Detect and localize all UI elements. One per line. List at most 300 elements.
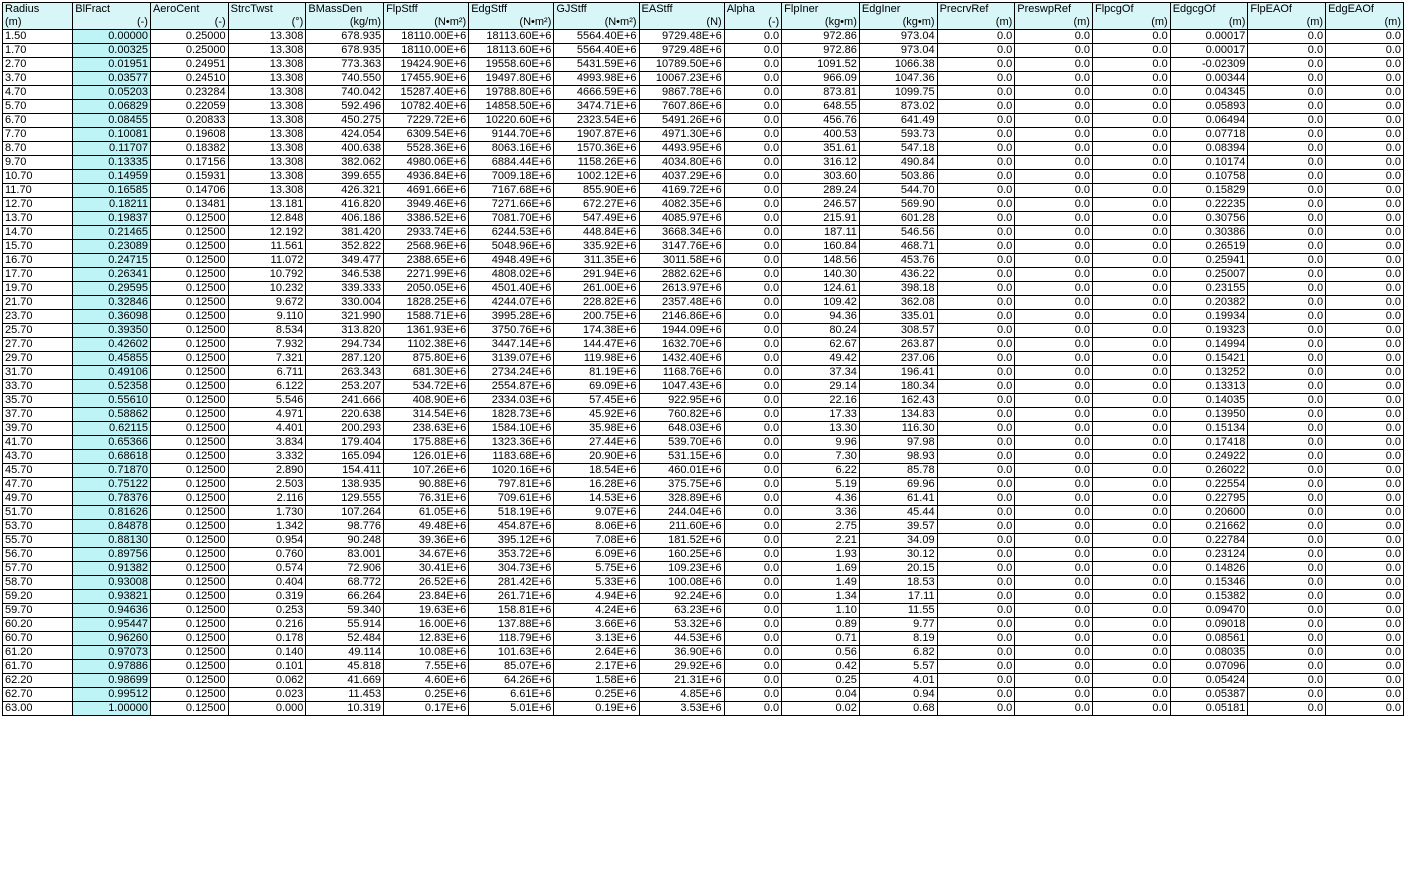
cell-flpcgof[interactable]: 0.0 bbox=[1092, 44, 1170, 58]
cell-blfract[interactable]: 0.88130 bbox=[73, 534, 151, 548]
cell-preswpref[interactable]: 0.0 bbox=[1015, 618, 1093, 632]
cell-flpstff[interactable]: 107.26E+6 bbox=[384, 464, 469, 478]
cell-flpiner[interactable]: 62.67 bbox=[782, 338, 860, 352]
cell-flpeaof[interactable]: 0.0 bbox=[1248, 576, 1326, 590]
cell-edgeaof[interactable]: 0.0 bbox=[1326, 478, 1404, 492]
cell-flpcgof[interactable]: 0.0 bbox=[1092, 296, 1170, 310]
cell-edginer[interactable]: 30.12 bbox=[859, 548, 937, 562]
cell-blfract[interactable]: 0.52358 bbox=[73, 380, 151, 394]
cell-bmassden[interactable]: 253.207 bbox=[306, 380, 384, 394]
cell-alpha[interactable]: 0.0 bbox=[724, 142, 781, 156]
cell-edgcgof[interactable]: 0.30386 bbox=[1170, 226, 1248, 240]
cell-preswpref[interactable]: 0.0 bbox=[1015, 282, 1093, 296]
cell-flpeaof[interactable]: 0.0 bbox=[1248, 156, 1326, 170]
cell-flpstff[interactable]: 39.36E+6 bbox=[384, 534, 469, 548]
cell-blfract[interactable]: 0.58862 bbox=[73, 408, 151, 422]
cell-preswpref[interactable]: 0.0 bbox=[1015, 450, 1093, 464]
cell-precrvref[interactable]: 0.0 bbox=[937, 128, 1015, 142]
cell-aerocent[interactable]: 0.12500 bbox=[150, 296, 228, 310]
cell-edginer[interactable]: 593.73 bbox=[859, 128, 937, 142]
cell-bmassden[interactable]: 45.818 bbox=[306, 660, 384, 674]
cell-preswpref[interactable]: 0.0 bbox=[1015, 254, 1093, 268]
cell-bmassden[interactable]: 678.935 bbox=[306, 44, 384, 58]
cell-preswpref[interactable]: 0.0 bbox=[1015, 660, 1093, 674]
cell-flpiner[interactable]: 37.34 bbox=[782, 366, 860, 380]
cell-bmassden[interactable]: 321.990 bbox=[306, 310, 384, 324]
cell-flpiner[interactable]: 0.89 bbox=[782, 618, 860, 632]
cell-edgeaof[interactable]: 0.0 bbox=[1326, 688, 1404, 702]
cell-radius[interactable]: 13.70 bbox=[3, 212, 73, 226]
cell-edgstff[interactable]: 2334.03E+6 bbox=[469, 394, 554, 408]
cell-eastff[interactable]: 10067.23E+6 bbox=[639, 72, 724, 86]
cell-aerocent[interactable]: 0.12500 bbox=[150, 310, 228, 324]
cell-edgcgof[interactable]: 0.14994 bbox=[1170, 338, 1248, 352]
cell-edginer[interactable]: 97.98 bbox=[859, 436, 937, 450]
cell-radius[interactable]: 1.50 bbox=[3, 30, 73, 44]
cell-edginer[interactable]: 973.04 bbox=[859, 30, 937, 44]
cell-edgeaof[interactable]: 0.0 bbox=[1326, 548, 1404, 562]
cell-strctwst[interactable]: 13.308 bbox=[228, 114, 306, 128]
cell-gjstff[interactable]: 200.75E+6 bbox=[554, 310, 639, 324]
cell-radius[interactable]: 59.70 bbox=[3, 604, 73, 618]
cell-alpha[interactable]: 0.0 bbox=[724, 534, 781, 548]
cell-flpstff[interactable]: 4.60E+6 bbox=[384, 674, 469, 688]
cell-edgstff[interactable]: 118.79E+6 bbox=[469, 632, 554, 646]
cell-blfract[interactable]: 0.97073 bbox=[73, 646, 151, 660]
cell-radius[interactable]: 11.70 bbox=[3, 184, 73, 198]
cell-strctwst[interactable]: 13.308 bbox=[228, 170, 306, 184]
cell-flpeaof[interactable]: 0.0 bbox=[1248, 702, 1326, 716]
cell-strctwst[interactable]: 13.308 bbox=[228, 100, 306, 114]
cell-precrvref[interactable]: 0.0 bbox=[937, 58, 1015, 72]
cell-strctwst[interactable]: 0.319 bbox=[228, 590, 306, 604]
cell-alpha[interactable]: 0.0 bbox=[724, 632, 781, 646]
cell-radius[interactable]: 10.70 bbox=[3, 170, 73, 184]
cell-edginer[interactable]: 98.93 bbox=[859, 450, 937, 464]
cell-flpcgof[interactable]: 0.0 bbox=[1092, 492, 1170, 506]
cell-flpstff[interactable]: 6309.54E+6 bbox=[384, 128, 469, 142]
cell-flpstff[interactable]: 10.08E+6 bbox=[384, 646, 469, 660]
cell-bmassden[interactable]: 352.822 bbox=[306, 240, 384, 254]
cell-edginer[interactable]: 398.18 bbox=[859, 282, 937, 296]
cell-strctwst[interactable]: 0.760 bbox=[228, 548, 306, 562]
cell-bmassden[interactable]: 416.820 bbox=[306, 198, 384, 212]
cell-bmassden[interactable]: 381.420 bbox=[306, 226, 384, 240]
cell-flpcgof[interactable]: 0.0 bbox=[1092, 534, 1170, 548]
cell-flpstff[interactable]: 34.67E+6 bbox=[384, 548, 469, 562]
cell-strctwst[interactable]: 9.110 bbox=[228, 310, 306, 324]
cell-edginer[interactable]: 546.56 bbox=[859, 226, 937, 240]
cell-strctwst[interactable]: 13.308 bbox=[228, 184, 306, 198]
column-header-bmassden[interactable]: BMassDen bbox=[306, 3, 384, 17]
cell-eastff[interactable]: 3668.34E+6 bbox=[639, 226, 724, 240]
cell-flpcgof[interactable]: 0.0 bbox=[1092, 660, 1170, 674]
cell-eastff[interactable]: 21.31E+6 bbox=[639, 674, 724, 688]
cell-aerocent[interactable]: 0.12500 bbox=[150, 394, 228, 408]
cell-edgstff[interactable]: 19558.60E+6 bbox=[469, 58, 554, 72]
cell-precrvref[interactable]: 0.0 bbox=[937, 44, 1015, 58]
cell-radius[interactable]: 35.70 bbox=[3, 394, 73, 408]
cell-edgcgof[interactable]: 0.08394 bbox=[1170, 142, 1248, 156]
cell-edgcgof[interactable]: 0.15382 bbox=[1170, 590, 1248, 604]
cell-flpiner[interactable]: 1.69 bbox=[782, 562, 860, 576]
cell-edgeaof[interactable]: 0.0 bbox=[1326, 436, 1404, 450]
cell-eastff[interactable]: 2882.62E+6 bbox=[639, 268, 724, 282]
cell-edgcgof[interactable]: 0.25941 bbox=[1170, 254, 1248, 268]
cell-alpha[interactable]: 0.0 bbox=[724, 72, 781, 86]
cell-flpiner[interactable]: 0.71 bbox=[782, 632, 860, 646]
cell-preswpref[interactable]: 0.0 bbox=[1015, 170, 1093, 184]
cell-edgstff[interactable]: 18113.60E+6 bbox=[469, 30, 554, 44]
cell-strctwst[interactable]: 11.561 bbox=[228, 240, 306, 254]
cell-aerocent[interactable]: 0.12500 bbox=[150, 604, 228, 618]
cell-preswpref[interactable]: 0.0 bbox=[1015, 702, 1093, 716]
cell-aerocent[interactable]: 0.12500 bbox=[150, 660, 228, 674]
cell-radius[interactable]: 47.70 bbox=[3, 478, 73, 492]
cell-flpstff[interactable]: 16.00E+6 bbox=[384, 618, 469, 632]
cell-flpcgof[interactable]: 0.0 bbox=[1092, 422, 1170, 436]
cell-flpstff[interactable]: 2050.05E+6 bbox=[384, 282, 469, 296]
cell-flpiner[interactable]: 17.33 bbox=[782, 408, 860, 422]
cell-bmassden[interactable]: 98.776 bbox=[306, 520, 384, 534]
cell-flpstff[interactable]: 1588.71E+6 bbox=[384, 310, 469, 324]
cell-edginer[interactable]: 61.41 bbox=[859, 492, 937, 506]
cell-edgeaof[interactable]: 0.0 bbox=[1326, 296, 1404, 310]
cell-blfract[interactable]: 0.62115 bbox=[73, 422, 151, 436]
cell-flpeaof[interactable]: 0.0 bbox=[1248, 674, 1326, 688]
column-header-precrvref[interactable]: PrecrvRef bbox=[937, 3, 1015, 17]
cell-alpha[interactable]: 0.0 bbox=[724, 604, 781, 618]
cell-radius[interactable]: 63.00 bbox=[3, 702, 73, 716]
cell-flpstff[interactable]: 2271.99E+6 bbox=[384, 268, 469, 282]
cell-aerocent[interactable]: 0.12500 bbox=[150, 534, 228, 548]
cell-alpha[interactable]: 0.0 bbox=[724, 226, 781, 240]
cell-blfract[interactable]: 0.96260 bbox=[73, 632, 151, 646]
cell-edgstff[interactable]: 709.61E+6 bbox=[469, 492, 554, 506]
cell-preswpref[interactable]: 0.0 bbox=[1015, 114, 1093, 128]
cell-edgcgof[interactable]: 0.20600 bbox=[1170, 506, 1248, 520]
cell-alpha[interactable]: 0.0 bbox=[724, 366, 781, 380]
cell-blfract[interactable]: 0.78376 bbox=[73, 492, 151, 506]
cell-flpcgof[interactable]: 0.0 bbox=[1092, 464, 1170, 478]
cell-flpstff[interactable]: 3949.46E+6 bbox=[384, 198, 469, 212]
cell-eastff[interactable]: 3.53E+6 bbox=[639, 702, 724, 716]
cell-alpha[interactable]: 0.0 bbox=[724, 240, 781, 254]
cell-precrvref[interactable]: 0.0 bbox=[937, 198, 1015, 212]
cell-alpha[interactable]: 0.0 bbox=[724, 702, 781, 716]
cell-flpcgof[interactable]: 0.0 bbox=[1092, 674, 1170, 688]
cell-precrvref[interactable]: 0.0 bbox=[937, 520, 1015, 534]
cell-flpeaof[interactable]: 0.0 bbox=[1248, 506, 1326, 520]
cell-flpiner[interactable]: 3.36 bbox=[782, 506, 860, 520]
cell-gjstff[interactable]: 855.90E+6 bbox=[554, 184, 639, 198]
cell-edgstff[interactable]: 1828.73E+6 bbox=[469, 408, 554, 422]
cell-edgeaof[interactable]: 0.0 bbox=[1326, 170, 1404, 184]
cell-blfract[interactable]: 0.94636 bbox=[73, 604, 151, 618]
cell-flpiner[interactable]: 109.42 bbox=[782, 296, 860, 310]
cell-gjstff[interactable]: 448.84E+6 bbox=[554, 226, 639, 240]
cell-preswpref[interactable]: 0.0 bbox=[1015, 240, 1093, 254]
cell-flpeaof[interactable]: 0.0 bbox=[1248, 548, 1326, 562]
cell-radius[interactable]: 17.70 bbox=[3, 268, 73, 282]
cell-bmassden[interactable]: 294.734 bbox=[306, 338, 384, 352]
cell-gjstff[interactable]: 4666.59E+6 bbox=[554, 86, 639, 100]
cell-preswpref[interactable]: 0.0 bbox=[1015, 380, 1093, 394]
cell-blfract[interactable]: 0.32846 bbox=[73, 296, 151, 310]
cell-edgeaof[interactable]: 0.0 bbox=[1326, 268, 1404, 282]
cell-flpiner[interactable]: 0.04 bbox=[782, 688, 860, 702]
cell-preswpref[interactable]: 0.0 bbox=[1015, 576, 1093, 590]
cell-flpcgof[interactable]: 0.0 bbox=[1092, 156, 1170, 170]
cell-strctwst[interactable]: 0.253 bbox=[228, 604, 306, 618]
column-header-edgcgof[interactable]: EdgcgOf bbox=[1170, 3, 1248, 17]
cell-bmassden[interactable]: 68.772 bbox=[306, 576, 384, 590]
cell-radius[interactable]: 21.70 bbox=[3, 296, 73, 310]
cell-edgeaof[interactable]: 0.0 bbox=[1326, 86, 1404, 100]
cell-radius[interactable]: 49.70 bbox=[3, 492, 73, 506]
cell-flpcgof[interactable]: 0.0 bbox=[1092, 226, 1170, 240]
cell-eastff[interactable]: 539.70E+6 bbox=[639, 436, 724, 450]
cell-edgstff[interactable]: 7167.68E+6 bbox=[469, 184, 554, 198]
cell-precrvref[interactable]: 0.0 bbox=[937, 562, 1015, 576]
cell-flpeaof[interactable]: 0.0 bbox=[1248, 44, 1326, 58]
cell-flpcgof[interactable]: 0.0 bbox=[1092, 618, 1170, 632]
cell-bmassden[interactable]: 10.319 bbox=[306, 702, 384, 716]
cell-flpstff[interactable]: 2568.96E+6 bbox=[384, 240, 469, 254]
cell-edgstff[interactable]: 2734.24E+6 bbox=[469, 366, 554, 380]
cell-flpeaof[interactable]: 0.0 bbox=[1248, 352, 1326, 366]
cell-edgcgof[interactable]: 0.23155 bbox=[1170, 282, 1248, 296]
cell-flpcgof[interactable]: 0.0 bbox=[1092, 30, 1170, 44]
cell-edgcgof[interactable]: 0.26519 bbox=[1170, 240, 1248, 254]
cell-eastff[interactable]: 9729.48E+6 bbox=[639, 44, 724, 58]
cell-edgeaof[interactable]: 0.0 bbox=[1326, 520, 1404, 534]
cell-edgstff[interactable]: 6.61E+6 bbox=[469, 688, 554, 702]
cell-bmassden[interactable]: 346.538 bbox=[306, 268, 384, 282]
cell-precrvref[interactable]: 0.0 bbox=[937, 604, 1015, 618]
cell-edginer[interactable]: 8.19 bbox=[859, 632, 937, 646]
cell-flpcgof[interactable]: 0.0 bbox=[1092, 478, 1170, 492]
cell-edgeaof[interactable]: 0.0 bbox=[1326, 352, 1404, 366]
cell-edgcgof[interactable]: 0.04345 bbox=[1170, 86, 1248, 100]
cell-flpiner[interactable]: 80.24 bbox=[782, 324, 860, 338]
cell-bmassden[interactable]: 330.004 bbox=[306, 296, 384, 310]
cell-edginer[interactable]: 39.57 bbox=[859, 520, 937, 534]
cell-flpcgof[interactable]: 0.0 bbox=[1092, 100, 1170, 114]
cell-preswpref[interactable]: 0.0 bbox=[1015, 478, 1093, 492]
cell-edgstff[interactable]: 7009.18E+6 bbox=[469, 170, 554, 184]
cell-flpcgof[interactable]: 0.0 bbox=[1092, 338, 1170, 352]
cell-flpeaof[interactable]: 0.0 bbox=[1248, 660, 1326, 674]
cell-precrvref[interactable]: 0.0 bbox=[937, 394, 1015, 408]
cell-flpiner[interactable]: 94.36 bbox=[782, 310, 860, 324]
cell-gjstff[interactable]: 0.19E+6 bbox=[554, 702, 639, 716]
cell-eastff[interactable]: 4971.30E+6 bbox=[639, 128, 724, 142]
cell-edgcgof[interactable]: 0.05424 bbox=[1170, 674, 1248, 688]
cell-precrvref[interactable]: 0.0 bbox=[937, 422, 1015, 436]
cell-flpeaof[interactable]: 0.0 bbox=[1248, 212, 1326, 226]
cell-gjstff[interactable]: 547.49E+6 bbox=[554, 212, 639, 226]
cell-edgcgof[interactable]: 0.15346 bbox=[1170, 576, 1248, 590]
column-header-aerocent[interactable]: AeroCent bbox=[150, 3, 228, 17]
cell-flpstff[interactable]: 2933.74E+6 bbox=[384, 226, 469, 240]
cell-flpiner[interactable]: 148.56 bbox=[782, 254, 860, 268]
cell-edgcgof[interactable]: 0.21662 bbox=[1170, 520, 1248, 534]
column-header-blfract[interactable]: BlFract bbox=[73, 3, 151, 17]
cell-precrvref[interactable]: 0.0 bbox=[937, 268, 1015, 282]
cell-edginer[interactable]: 490.84 bbox=[859, 156, 937, 170]
cell-edgstff[interactable]: 64.26E+6 bbox=[469, 674, 554, 688]
cell-precrvref[interactable]: 0.0 bbox=[937, 436, 1015, 450]
cell-bmassden[interactable]: 400.638 bbox=[306, 142, 384, 156]
cell-edginer[interactable]: 20.15 bbox=[859, 562, 937, 576]
cell-radius[interactable]: 55.70 bbox=[3, 534, 73, 548]
cell-blfract[interactable]: 0.45855 bbox=[73, 352, 151, 366]
cell-precrvref[interactable]: 0.0 bbox=[937, 184, 1015, 198]
cell-gjstff[interactable]: 2.64E+6 bbox=[554, 646, 639, 660]
cell-edginer[interactable]: 196.41 bbox=[859, 366, 937, 380]
cell-eastff[interactable]: 7607.86E+6 bbox=[639, 100, 724, 114]
cell-radius[interactable]: 45.70 bbox=[3, 464, 73, 478]
cell-bmassden[interactable]: 165.094 bbox=[306, 450, 384, 464]
cell-radius[interactable]: 37.70 bbox=[3, 408, 73, 422]
cell-radius[interactable]: 8.70 bbox=[3, 142, 73, 156]
cell-strctwst[interactable]: 11.072 bbox=[228, 254, 306, 268]
cell-flpcgof[interactable]: 0.0 bbox=[1092, 688, 1170, 702]
cell-flpiner[interactable]: 0.42 bbox=[782, 660, 860, 674]
cell-bmassden[interactable]: 200.293 bbox=[306, 422, 384, 436]
cell-preswpref[interactable]: 0.0 bbox=[1015, 226, 1093, 240]
cell-eastff[interactable]: 2613.97E+6 bbox=[639, 282, 724, 296]
cell-edgeaof[interactable]: 0.0 bbox=[1326, 646, 1404, 660]
cell-precrvref[interactable]: 0.0 bbox=[937, 646, 1015, 660]
cell-edgcgof[interactable]: 0.23124 bbox=[1170, 548, 1248, 562]
cell-alpha[interactable]: 0.0 bbox=[724, 184, 781, 198]
cell-precrvref[interactable]: 0.0 bbox=[937, 380, 1015, 394]
cell-preswpref[interactable]: 0.0 bbox=[1015, 72, 1093, 86]
cell-preswpref[interactable]: 0.0 bbox=[1015, 100, 1093, 114]
cell-strctwst[interactable]: 7.321 bbox=[228, 352, 306, 366]
cell-alpha[interactable]: 0.0 bbox=[724, 464, 781, 478]
cell-flpeaof[interactable]: 0.0 bbox=[1248, 520, 1326, 534]
cell-strctwst[interactable]: 1.730 bbox=[228, 506, 306, 520]
cell-flpeaof[interactable]: 0.0 bbox=[1248, 86, 1326, 100]
cell-edgcgof[interactable]: 0.20382 bbox=[1170, 296, 1248, 310]
cell-precrvref[interactable]: 0.0 bbox=[937, 352, 1015, 366]
cell-flpstff[interactable]: 0.25E+6 bbox=[384, 688, 469, 702]
cell-alpha[interactable]: 0.0 bbox=[724, 268, 781, 282]
cell-edgeaof[interactable]: 0.0 bbox=[1326, 72, 1404, 86]
cell-edginer[interactable]: 873.02 bbox=[859, 100, 937, 114]
cell-edgeaof[interactable]: 0.0 bbox=[1326, 142, 1404, 156]
cell-flpeaof[interactable]: 0.0 bbox=[1248, 366, 1326, 380]
cell-aerocent[interactable]: 0.22059 bbox=[150, 100, 228, 114]
cell-strctwst[interactable]: 0.140 bbox=[228, 646, 306, 660]
cell-gjstff[interactable]: 6.09E+6 bbox=[554, 548, 639, 562]
cell-edgcgof[interactable]: 0.15421 bbox=[1170, 352, 1248, 366]
cell-blfract[interactable]: 0.65366 bbox=[73, 436, 151, 450]
cell-aerocent[interactable]: 0.12500 bbox=[150, 478, 228, 492]
column-header-alpha[interactable]: Alpha bbox=[724, 3, 781, 17]
cell-flpiner[interactable]: 246.57 bbox=[782, 198, 860, 212]
cell-edgstff[interactable]: 4948.49E+6 bbox=[469, 254, 554, 268]
cell-strctwst[interactable]: 4.401 bbox=[228, 422, 306, 436]
cell-aerocent[interactable]: 0.20833 bbox=[150, 114, 228, 128]
cell-edgcgof[interactable]: 0.19323 bbox=[1170, 324, 1248, 338]
cell-flpeaof[interactable]: 0.0 bbox=[1248, 72, 1326, 86]
cell-edgcgof[interactable]: 0.14826 bbox=[1170, 562, 1248, 576]
column-header-edgeaof[interactable]: EdgEAOf bbox=[1326, 3, 1404, 17]
cell-eastff[interactable]: 29.92E+6 bbox=[639, 660, 724, 674]
cell-flpcgof[interactable]: 0.0 bbox=[1092, 184, 1170, 198]
cell-edgcgof[interactable]: 0.22235 bbox=[1170, 198, 1248, 212]
cell-flpeaof[interactable]: 0.0 bbox=[1248, 492, 1326, 506]
cell-edgstff[interactable]: 7081.70E+6 bbox=[469, 212, 554, 226]
cell-eastff[interactable]: 10789.50E+6 bbox=[639, 58, 724, 72]
cell-flpiner[interactable]: 456.76 bbox=[782, 114, 860, 128]
cell-radius[interactable]: 33.70 bbox=[3, 380, 73, 394]
cell-edgeaof[interactable]: 0.0 bbox=[1326, 240, 1404, 254]
cell-flpeaof[interactable]: 0.0 bbox=[1248, 100, 1326, 114]
cell-gjstff[interactable]: 5.33E+6 bbox=[554, 576, 639, 590]
cell-alpha[interactable]: 0.0 bbox=[724, 688, 781, 702]
cell-flpcgof[interactable]: 0.0 bbox=[1092, 198, 1170, 212]
cell-flpstff[interactable]: 76.31E+6 bbox=[384, 492, 469, 506]
cell-preswpref[interactable]: 0.0 bbox=[1015, 338, 1093, 352]
cell-strctwst[interactable]: 0.216 bbox=[228, 618, 306, 632]
cell-edgcgof[interactable]: 0.08561 bbox=[1170, 632, 1248, 646]
cell-flpiner[interactable]: 289.24 bbox=[782, 184, 860, 198]
cell-blfract[interactable]: 0.29595 bbox=[73, 282, 151, 296]
cell-precrvref[interactable]: 0.0 bbox=[937, 702, 1015, 716]
cell-precrvref[interactable]: 0.0 bbox=[937, 590, 1015, 604]
cell-edgeaof[interactable]: 0.0 bbox=[1326, 674, 1404, 688]
cell-edginer[interactable]: 601.28 bbox=[859, 212, 937, 226]
cell-edginer[interactable]: 1066.38 bbox=[859, 58, 937, 72]
cell-aerocent[interactable]: 0.12500 bbox=[150, 422, 228, 436]
cell-flpiner[interactable]: 351.61 bbox=[782, 142, 860, 156]
cell-edgcgof[interactable]: 0.00017 bbox=[1170, 44, 1248, 58]
cell-aerocent[interactable]: 0.19608 bbox=[150, 128, 228, 142]
cell-precrvref[interactable]: 0.0 bbox=[937, 688, 1015, 702]
cell-bmassden[interactable]: 11.453 bbox=[306, 688, 384, 702]
cell-preswpref[interactable]: 0.0 bbox=[1015, 534, 1093, 548]
cell-flpeaof[interactable]: 0.0 bbox=[1248, 170, 1326, 184]
cell-edginer[interactable]: 162.43 bbox=[859, 394, 937, 408]
cell-eastff[interactable]: 244.04E+6 bbox=[639, 506, 724, 520]
cell-alpha[interactable]: 0.0 bbox=[724, 100, 781, 114]
cell-radius[interactable]: 31.70 bbox=[3, 366, 73, 380]
cell-flpstff[interactable]: 681.30E+6 bbox=[384, 366, 469, 380]
cell-flpstff[interactable]: 1828.25E+6 bbox=[384, 296, 469, 310]
cell-edginer[interactable]: 17.11 bbox=[859, 590, 937, 604]
column-header-strctwst[interactable]: StrcTwst bbox=[228, 3, 306, 17]
cell-bmassden[interactable]: 339.333 bbox=[306, 282, 384, 296]
cell-edginer[interactable]: 544.70 bbox=[859, 184, 937, 198]
cell-gjstff[interactable]: 311.35E+6 bbox=[554, 254, 639, 268]
cell-bmassden[interactable]: 740.550 bbox=[306, 72, 384, 86]
cell-flpiner[interactable]: 0.25 bbox=[782, 674, 860, 688]
cell-edgstff[interactable]: 5048.96E+6 bbox=[469, 240, 554, 254]
cell-aerocent[interactable]: 0.12500 bbox=[150, 268, 228, 282]
cell-edgcgof[interactable]: 0.22554 bbox=[1170, 478, 1248, 492]
cell-alpha[interactable]: 0.0 bbox=[724, 352, 781, 366]
cell-flpstff[interactable]: 30.41E+6 bbox=[384, 562, 469, 576]
cell-flpstff[interactable]: 4691.66E+6 bbox=[384, 184, 469, 198]
cell-precrvref[interactable]: 0.0 bbox=[937, 478, 1015, 492]
cell-flpcgof[interactable]: 0.0 bbox=[1092, 142, 1170, 156]
cell-flpeaof[interactable]: 0.0 bbox=[1248, 282, 1326, 296]
